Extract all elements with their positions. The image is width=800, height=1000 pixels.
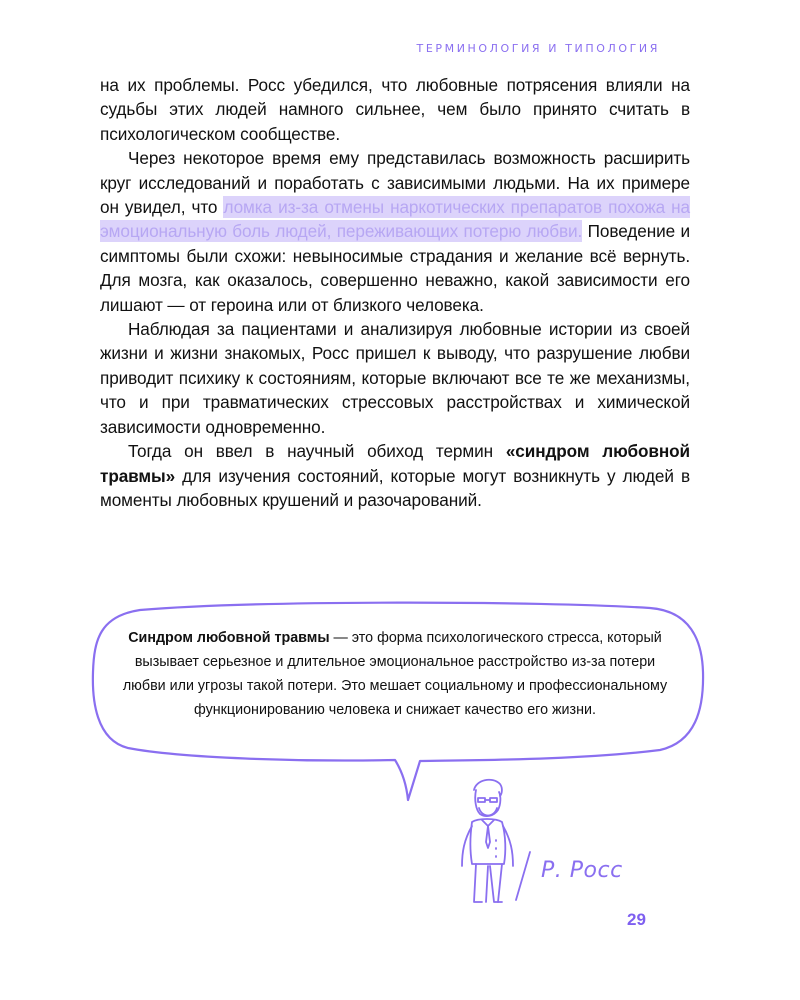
paragraph-1: на их проблемы. Росс убедился, что любовные потрясения влияли на судьбы этих людей намного сильнее, чем было принято считать в психологическом сообществе. — [100, 75, 690, 144]
definition-term: Синдром любовной травмы — [128, 630, 330, 646]
paragraph-2-end: Поведение и симптомы были схожи: невыносимые страдания и желание всё вернуть. Для мозга, как оказалось, совершенно неважно, какой зависимости его лишают — от героина или от близкого человека. — [100, 221, 690, 315]
definition-text: — это форма психологического стресса, который вызывает серьезное и длительное эмоциональное расстройство из-за потери любви или угрозы такой потери. Это мешает социальному и профессиональному функционированию человека и снижает качество его жизни. — [122, 630, 668, 718]
term-bold: «синдром любовной травмы» — [100, 441, 690, 486]
signature: Р. Росс — [541, 858, 623, 883]
page-number: 29 — [627, 910, 646, 929]
paragraph-4-start: Тогда он ввел в научный обиход термин — [128, 441, 506, 462]
running-head: ТЕРМИНОЛОГИЯ И ТИПОЛОГИЯ — [416, 42, 660, 55]
paragraph-3: Наблюдая за пациентами и анализируя любовные истории из своей жизни и жизни знакомых, Росс пришел к выводу, что разрушение любви приводит психику к состояниям, которые включают все те же механизмы, что и при травматических стрессовых расстройствах и химической зависимости одновременно. — [100, 319, 690, 437]
paragraph-4-end: для изучения состояний, которые могут возникнуть у людей в моменты любовных крушений и разочарований. — [100, 465, 690, 510]
paragraph-2-start: Через некоторое время ему представилась возможность расширить круг исследований и поработать с зависимыми людьми. На их примере он увидел, что — [100, 148, 690, 218]
highlighted-quote: ломка из-за отмены наркотических препаратов похожа на эмоциональную боль людей, переживающих потерю любви. — [100, 197, 690, 242]
